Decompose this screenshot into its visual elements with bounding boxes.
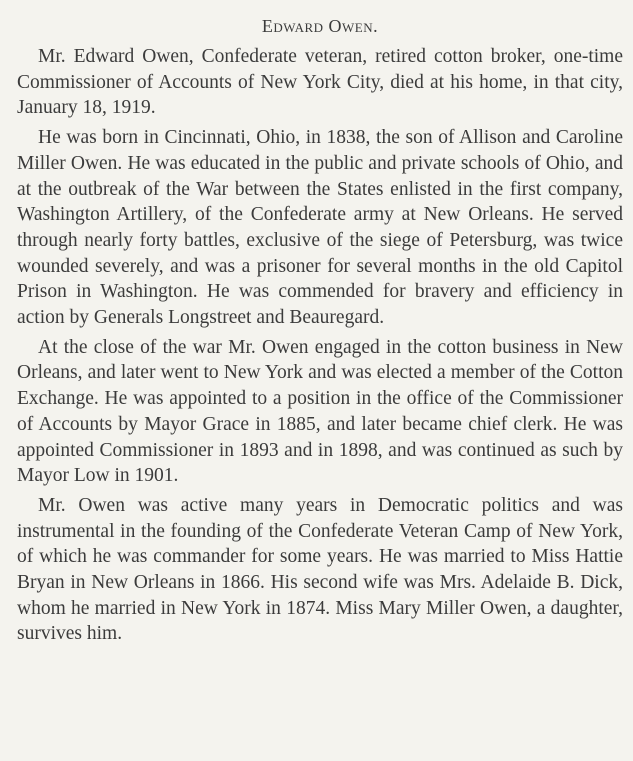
paragraph-4: Mr. Owen was active many years in Democratic politics and was instrumental in the founding of the Confederate Veteran Camp of New York, of which he was commander for some years. He was married to Miss Hattie Bryan in New Orleans in 1866. His second wife was Mrs. Adelaide B. Dick, whom he married in New York in 1874. Miss Mary Miller Owen, a daughter, survives him. [17, 494, 623, 645]
article-title: Edward Owen. [261, 16, 379, 36]
paragraph-3: At the close of the war Mr. Owen engaged in the cotton business in New Orleans, and later went to New York and was elected a member of the Cotton Exchange. He was appointed to a position in the office of the Commissioner of Accounts by Mayor Grace in 1885, and later became chief clerk. He was appointed Commissioner in 1893 and in 1898, and was continued as such by Mayor Low in 1901. [17, 336, 623, 487]
paragraph-1: Mr. Edward Owen, Confederate veteran, retired cotton broker, one-time Commissioner of Accounts of New York City, died at his home, in that city, January 18, 1919. [17, 46, 623, 119]
paragraph-2: He was born in Cincinnati, Ohio, in 1838, the son of Allison and Caroline Miller Owen. He was educated in the public and private schools of Ohio, and at the outbreak of the War between the States enlisted in the first company, Washington Artillery, of the Confederate army at New Orleans. He served through nearly forty battles, exclusive of the siege of Petersburg, was twice wounded severely, and was a prisoner for several months in the old Capitol Prison in Washington. He was commended for bravery and efficiency in action by Generals Longstreet and Beauregard. [17, 127, 623, 329]
document-page [17, 8, 623, 651]
